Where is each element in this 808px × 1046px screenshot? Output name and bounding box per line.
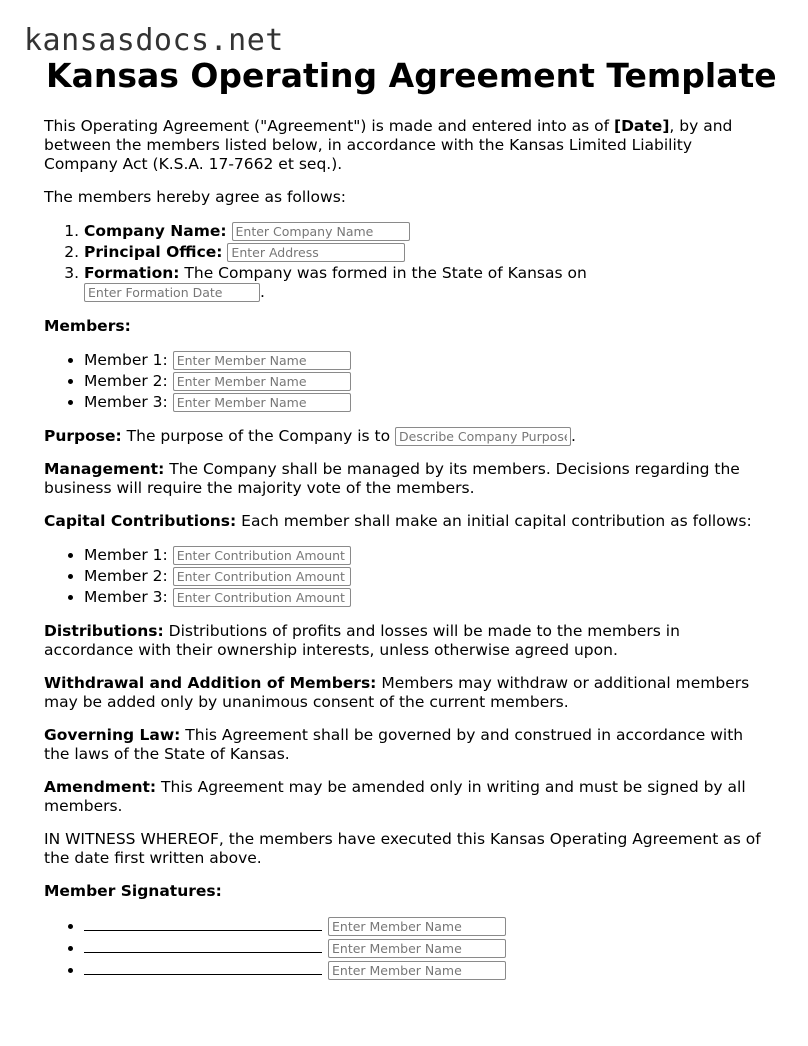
member-name-input[interactable] [173, 393, 351, 412]
signatures-list [44, 915, 766, 981]
signature-item [84, 915, 766, 937]
witness-paragraph: IN WITNESS WHEREOF, the members have executed this Kansas Operating Agreement as of the date first written above. [44, 830, 761, 867]
purpose-label: Purpose: [44, 427, 122, 445]
purpose-text: The purpose of the Company is to [121, 427, 396, 445]
page-title: Kansas Operating Agreement Template [46, 56, 777, 95]
capital-label: Capital Contributions: [44, 512, 237, 530]
formation-text: The Company was formed in the State of Kansas on [179, 264, 587, 282]
purpose-end: . [571, 427, 576, 445]
member-label: Member 1: [84, 351, 168, 369]
contribution-amount-input[interactable] [173, 588, 351, 607]
principal-office-input[interactable] [227, 243, 405, 262]
agree-text: The members hereby agree as follows: [44, 188, 346, 206]
signature-item [84, 959, 766, 981]
contribution-label: Member 3: [84, 588, 168, 606]
governing-law-text: This Agreement shall be governed by and construed in accordance with the laws of the State of Kansas. [44, 726, 744, 763]
contribution-item [84, 545, 766, 566]
contribution-label: Member 1: [84, 546, 168, 564]
amendment-paragraph [44, 778, 766, 816]
purpose-paragraph [44, 427, 766, 446]
site-watermark: kansasdocs.net [24, 23, 284, 58]
purpose-input[interactable] [395, 427, 571, 446]
member-item [84, 392, 766, 413]
company-name-label: Company Name: [84, 222, 227, 240]
signature-name-input[interactable] [328, 961, 506, 980]
amendment-text: This Agreement may be amended only in writing and must be signed by all members. [44, 778, 746, 815]
members-list [44, 350, 766, 413]
distributions-text: Distributions of profits and losses will be made to the members in accordance with their ownership interests, unless otherwise agreed upon. [44, 622, 680, 659]
withdrawal-text: Members may withdraw or additional members may be added only by unanimous consent of the current members. [44, 674, 750, 711]
capital-paragraph [44, 512, 766, 531]
contribution-item [84, 566, 766, 587]
capital-list [44, 545, 766, 608]
formation-end: . [260, 283, 265, 301]
member-item [84, 371, 766, 392]
principal-office-item [84, 242, 766, 263]
intro-date-placeholder: [Date] [613, 117, 670, 135]
company-name-input[interactable] [232, 222, 410, 241]
amendment-label: Amendment: [44, 778, 157, 796]
member-item [84, 350, 766, 371]
signature-name-input[interactable] [328, 917, 506, 936]
management-paragraph [44, 460, 766, 498]
formation-item [84, 263, 766, 303]
intro-text-post: , by and between the members listed below, in accordance with the Kansas Limited Liability Company Act (K.S.A. 17-7662 et seq.). [44, 117, 733, 173]
distributions-label: Distributions: [44, 622, 164, 640]
signatures-heading: Member Signatures: [44, 882, 222, 900]
contribution-label: Member 2: [84, 567, 168, 585]
member-name-input[interactable] [173, 372, 351, 391]
company-name-item [84, 221, 766, 242]
distributions-paragraph [44, 622, 766, 660]
management-label: Management: [44, 460, 165, 478]
contribution-amount-input[interactable] [173, 567, 351, 586]
intro-text-pre: This Operating Agreement ("Agreement") is made and entered into as of [44, 117, 614, 135]
signature-item [84, 937, 766, 959]
contribution-item [84, 587, 766, 608]
governing-law-paragraph [44, 726, 766, 764]
signature-line [84, 916, 322, 931]
principal-office-label: Principal Office: [84, 243, 223, 261]
governing-law-label: Governing Law: [44, 726, 181, 744]
management-text: The Company shall be managed by its members. Decisions regarding the business will require the majority vote of the members. [44, 460, 740, 497]
member-label: Member 2: [84, 372, 168, 390]
numbered-list [44, 221, 766, 303]
signature-line [84, 938, 322, 953]
intro-paragraph [44, 117, 766, 174]
member-label: Member 3: [84, 393, 168, 411]
agreement-body [44, 117, 766, 995]
formation-label: Formation: [84, 264, 180, 282]
contribution-amount-input[interactable] [173, 546, 351, 565]
members-heading: Members: [44, 317, 131, 335]
signature-name-input[interactable] [328, 939, 506, 958]
withdrawal-label: Withdrawal and Addition of Members: [44, 674, 377, 692]
capital-text: Each member shall make an initial capital contribution as follows: [236, 512, 752, 530]
member-name-input[interactable] [173, 351, 351, 370]
signature-line [84, 960, 322, 975]
formation-date-input[interactable] [84, 283, 260, 302]
withdrawal-paragraph [44, 674, 766, 712]
